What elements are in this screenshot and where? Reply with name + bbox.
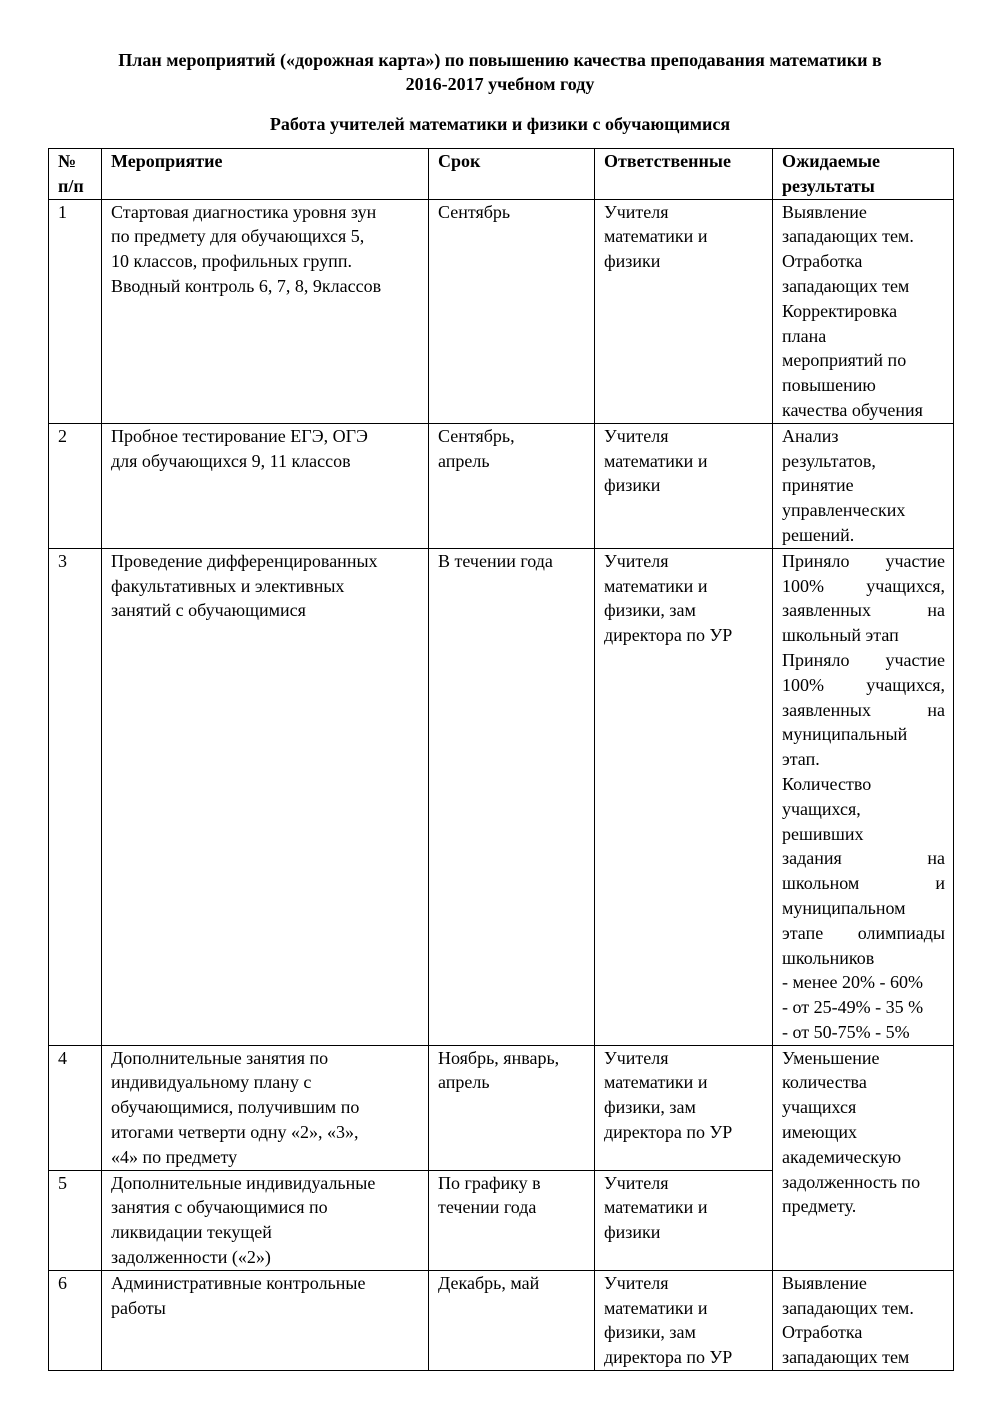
responsible-line: математики и: [604, 450, 708, 471]
responsible-line: Учителя: [604, 550, 669, 571]
term-line: Сентябрь,: [438, 425, 515, 446]
result-line: западающих тем.: [782, 226, 914, 247]
result-line: плана: [782, 325, 827, 346]
table-row: [49, 1270, 954, 1370]
result-line: Выявление: [782, 1272, 867, 1293]
result-line: Приняло участие: [782, 550, 945, 571]
result-line: академическую: [782, 1146, 902, 1167]
event-line: Стартовая диагностика уровня зун: [111, 201, 377, 222]
row-responsible: [595, 1170, 773, 1270]
table-header-row: [49, 149, 954, 200]
row-number: [49, 199, 102, 423]
responsible-line: математики и: [604, 575, 708, 596]
term-line: течении года: [438, 1197, 537, 1218]
result-line: западающих тем: [782, 1347, 910, 1368]
event-line: Дополнительные индивидуальные: [111, 1172, 376, 1193]
event-line: Пробное тестирование ЕГЭ, ОГЭ: [111, 425, 368, 446]
result-line: управленческих: [782, 500, 906, 521]
responsible-line: Учителя: [604, 425, 669, 446]
result-line: повышению: [782, 375, 876, 396]
result-line: западающих тем.: [782, 1297, 914, 1318]
responsible-line: Учителя: [604, 1047, 669, 1068]
header-term: [429, 149, 595, 200]
responsible-line: директора по УР: [604, 625, 733, 646]
result-line: - от 50-75% - 5%: [782, 1021, 910, 1042]
event-line: для обучающихся 9, 11 классов: [111, 450, 351, 471]
section-subtitle: Работа учителей математики и физики с обучающимися: [269, 114, 731, 134]
event-line: «4» по предмету: [111, 1146, 238, 1167]
result-line: - менее 20% - 60%: [782, 972, 923, 993]
row-number: [49, 1170, 102, 1270]
result-line: Отработка: [782, 251, 863, 272]
term-line: Ноябрь, январь,: [438, 1047, 560, 1068]
result-line: школьный этап: [782, 625, 899, 646]
responsible-line: физики: [604, 475, 661, 496]
row-event: [102, 1170, 429, 1270]
event-line: Вводный контроль 6, 7, 8, 9классов: [111, 275, 382, 296]
result-line: муниципальном: [782, 897, 906, 918]
result-line: заявленных на: [782, 699, 945, 720]
event-line: задолженности («2»): [111, 1247, 271, 1268]
event-line: работы: [111, 1297, 166, 1318]
result-line: предмету.: [782, 1196, 857, 1217]
result-line: решивших: [782, 823, 864, 844]
responsible-line: математики и: [604, 1297, 708, 1318]
result-line: решений.: [782, 524, 855, 545]
term-line: апрель: [438, 1072, 490, 1093]
row-number-text: 6: [58, 1272, 67, 1293]
header-responsible: [595, 149, 773, 200]
result-line: принятие: [782, 475, 854, 496]
result-line: имеющих: [782, 1122, 857, 1143]
result-line: Выявление: [782, 201, 867, 222]
event-line: индивидуальному плану с: [111, 1072, 312, 1093]
event-line: Дополнительные занятия по: [111, 1047, 329, 1068]
header-term-label: Срок: [438, 151, 481, 171]
row-number: [49, 1270, 102, 1370]
row-result-merged: [773, 1045, 954, 1270]
term-line: Декабрь, май: [438, 1272, 540, 1293]
responsible-line: физики, зам: [604, 600, 696, 621]
row-number: [49, 548, 102, 1045]
term-line: Сентябрь: [438, 201, 511, 222]
header-number: [49, 149, 102, 200]
responsible-line: физики, зам: [604, 1322, 696, 1343]
responsible-line: директора по УР: [604, 1122, 733, 1143]
event-line: факультативных и элективных: [111, 575, 345, 596]
row-result: [773, 423, 954, 548]
row-event: [102, 1270, 429, 1370]
row-responsible: [595, 1045, 773, 1170]
event-line: Проведение дифференцированных: [111, 550, 378, 571]
result-line: Отработка: [782, 1322, 863, 1343]
responsible-line: Учителя: [604, 1272, 669, 1293]
row-result: [773, 548, 954, 1045]
result-line: мероприятий по: [782, 350, 907, 371]
result-line: результатов,: [782, 450, 876, 471]
responsible-line: физики: [604, 1222, 661, 1243]
row-number-text: 2: [58, 425, 67, 446]
result-line: количества: [782, 1072, 867, 1093]
result-line: Уменьшение: [782, 1047, 880, 1068]
row-term: [429, 199, 595, 423]
event-line: итогами четверти одну «2», «3»,: [111, 1122, 359, 1143]
event-line: Административные контрольные: [111, 1272, 366, 1293]
header-result-line: Ожидаемые: [782, 151, 881, 171]
header-result: [773, 149, 954, 200]
row-number-text: 5: [58, 1172, 67, 1193]
header-number-line: п/п: [58, 175, 84, 196]
row-number: [49, 1045, 102, 1170]
result-line: качества обучения: [782, 399, 923, 420]
event-line: ликвидации текущей: [111, 1222, 272, 1243]
responsible-line: Учителя: [604, 201, 669, 222]
responsible-line: физики: [604, 251, 661, 272]
result-line: Корректировка: [782, 300, 898, 321]
term-line: апрель: [438, 450, 490, 471]
result-line: школьном и: [782, 873, 945, 894]
result-line: заявленных на: [782, 600, 945, 621]
term-line: В течении года: [438, 550, 553, 571]
row-term: [429, 1045, 595, 1170]
result-line: школьников: [782, 947, 875, 968]
header-number-line: №: [58, 151, 77, 171]
row-event: [102, 1045, 429, 1170]
result-line: Анализ: [782, 425, 839, 446]
responsible-line: Учителя: [604, 1172, 669, 1193]
result-line: 100% учащихся,: [782, 575, 945, 596]
row-number-text: 4: [58, 1047, 67, 1068]
document-title-line-2: 2016-2017 учебном году: [405, 74, 595, 94]
row-number-text: 1: [58, 201, 67, 222]
result-line: этап.: [782, 749, 820, 770]
plan-table: [48, 148, 954, 1371]
event-line: по предмету для обучающихся 5,: [111, 226, 365, 247]
row-term: [429, 1270, 595, 1370]
result-line: задания на: [782, 848, 945, 869]
result-line: Приняло участие: [782, 649, 945, 670]
row-responsible: [595, 423, 773, 548]
event-line: занятий с обучающимися: [111, 600, 306, 621]
row-result: [773, 1270, 954, 1370]
row-event: [102, 199, 429, 423]
responsible-line: директора по УР: [604, 1347, 733, 1368]
row-term: [429, 548, 595, 1045]
row-result: [773, 199, 954, 423]
event-line: обучающимися, получившим по: [111, 1097, 360, 1118]
event-line: 10 классов, профильных групп.: [111, 251, 352, 272]
row-term: [429, 1170, 595, 1270]
result-line: - от 25-49% - 35 %: [782, 997, 924, 1018]
event-line: занятия с обучающимися по: [111, 1197, 328, 1218]
header-responsible-label: Ответственные: [604, 151, 731, 171]
responsible-line: физики, зам: [604, 1097, 696, 1118]
row-responsible: [595, 548, 773, 1045]
row-term: [429, 423, 595, 548]
header-event: [102, 149, 429, 200]
result-line: западающих тем: [782, 275, 910, 296]
result-line: Количество: [782, 773, 872, 794]
document-title-line-1: План мероприятий («дорожная карта») по повышению качества преподавания математики в: [118, 50, 882, 70]
term-line: По графику в: [438, 1172, 541, 1193]
result-line: этапе олимпиады: [782, 922, 945, 943]
result-line: учащихся: [782, 1097, 857, 1118]
table-row: [49, 423, 954, 548]
row-responsible: [595, 199, 773, 423]
table-row: [49, 548, 954, 1045]
result-line: муниципальный: [782, 724, 908, 745]
row-number: [49, 423, 102, 548]
row-responsible: [595, 1270, 773, 1370]
responsible-line: математики и: [604, 1072, 708, 1093]
result-line: учащихся,: [782, 798, 861, 819]
table-row: [49, 199, 954, 423]
header-result-line: результаты: [782, 175, 875, 196]
result-line: задолженность по: [782, 1171, 921, 1192]
result-line: 100% учащихся,: [782, 674, 945, 695]
responsible-line: математики и: [604, 1197, 708, 1218]
responsible-line: математики и: [604, 226, 708, 247]
table-row: [49, 1045, 954, 1170]
row-number-text: 3: [58, 550, 67, 571]
row-event: [102, 423, 429, 548]
header-event-label: Мероприятие: [111, 151, 223, 171]
row-event: [102, 548, 429, 1045]
